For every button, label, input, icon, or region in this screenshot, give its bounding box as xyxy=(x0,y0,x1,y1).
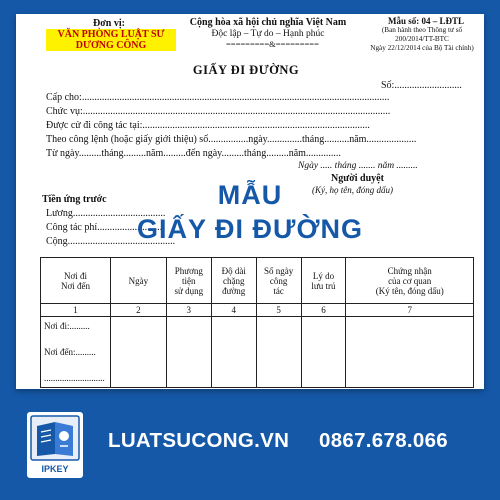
travel-table xyxy=(40,257,474,388)
document-title: GIẤY ĐI ĐƯỜNG xyxy=(192,63,300,77)
table-cell xyxy=(211,317,256,388)
header-certification: Chứng nhận của cơ quan (Ký tên, đóng dấu) xyxy=(346,258,474,304)
phone-number[interactable]: 0867.678.066 xyxy=(319,429,449,452)
date-line: Ngày ..... tháng ....... năm ......... xyxy=(298,161,418,171)
table-cell xyxy=(301,317,346,388)
approver-title: Người duyệt xyxy=(331,173,384,184)
field-cap-cho: Cấp cho:........................................................................................................................... xyxy=(46,92,390,103)
table-number-row xyxy=(41,304,474,317)
field-cong-tac-tai: Được cử đi công tác tại:........................................................................................... xyxy=(46,120,370,131)
advance-salary: Lương..................................... xyxy=(46,208,166,219)
header-days: Số ngày công tác xyxy=(256,258,301,304)
table-cell xyxy=(166,317,211,388)
website-link[interactable]: LUATSUCONG.VN xyxy=(108,429,290,452)
unit-name-line-1: VĂN PHÒNG LUẬT SƯ xyxy=(57,29,165,40)
col-number: 5 xyxy=(256,304,301,317)
table-cell xyxy=(110,317,166,388)
unit-label: Đơn vị: xyxy=(93,18,125,29)
from-place: Nơi đi:......... xyxy=(44,321,90,331)
col-number: 3 xyxy=(166,304,211,317)
overlay-title-line-1: MẪU xyxy=(217,180,283,210)
ipkey-logo xyxy=(27,412,83,478)
col-number: 6 xyxy=(301,304,346,317)
unit-name xyxy=(46,29,176,51)
overlay-title-line-2: GIẤY ĐI ĐƯỜNG xyxy=(137,214,363,244)
col-number: 4 xyxy=(211,304,256,317)
issued-note xyxy=(362,26,482,53)
table-row xyxy=(41,317,474,388)
table-cell xyxy=(256,317,301,388)
row-dots: ........................... xyxy=(44,373,105,383)
field-cong-lenh: Theo công lệnh (hoặc giấy giới thiệu) số................ngày..............tháng..........năm.................... xyxy=(46,134,417,145)
header-transport: Phương tiện sử dụng xyxy=(166,258,211,304)
book-logo-icon xyxy=(27,412,83,478)
document-number: Số:........................... xyxy=(381,80,462,91)
table-header-row xyxy=(41,258,474,304)
table-cell xyxy=(346,317,474,388)
footer-bar xyxy=(0,394,500,500)
approver-note: (Ký, họ tên, đóng dấu) xyxy=(312,185,393,195)
unit-name-line-2: DƯƠNG CÔNG xyxy=(75,40,147,51)
col-number: 2 xyxy=(110,304,166,317)
header-place: Nơi đi Nơi đến xyxy=(41,258,111,304)
logo-text: IPKEY xyxy=(41,464,69,474)
header-date: Ngày xyxy=(110,258,166,304)
advance-title: Tiền ứng trước xyxy=(42,194,107,205)
advance-expense: Công tác phí........................... xyxy=(46,222,165,233)
header-stay-reason: Lý do lưu trú xyxy=(301,258,346,304)
form-number: Mẫu số: 04 – LĐTL xyxy=(387,16,464,26)
to-place: Nơi đến:......... xyxy=(44,347,96,357)
motto: Độc lập – Tự do – Hạnh phúc xyxy=(211,29,325,39)
col-number: 7 xyxy=(346,304,474,317)
field-tu-ngay: Từ ngày.........tháng.........năm.........đến ngày.........tháng.........năm.............. xyxy=(46,148,341,159)
nation-heading: Cộng hòa xã hội chủ nghĩa Việt Nam xyxy=(189,17,347,28)
heading-rule: =========&========= xyxy=(226,39,319,49)
advance-total: Cộng........................................... xyxy=(46,236,176,247)
field-chuc-vu: Chức vụ:........................................................................................................................... xyxy=(46,106,391,117)
document-paper xyxy=(16,14,484,389)
issued-line-2: 200/2014/TT-BTC xyxy=(395,35,449,43)
issued-line-1: (Ban hành theo Thông tư số xyxy=(381,26,463,34)
col-number: 1 xyxy=(41,304,111,317)
place-cell xyxy=(41,317,111,388)
issued-line-3: Ngày 22/12/2014 của Bộ Tài chính) xyxy=(370,44,474,52)
header-distance: Độ dài chặng đường xyxy=(211,258,256,304)
